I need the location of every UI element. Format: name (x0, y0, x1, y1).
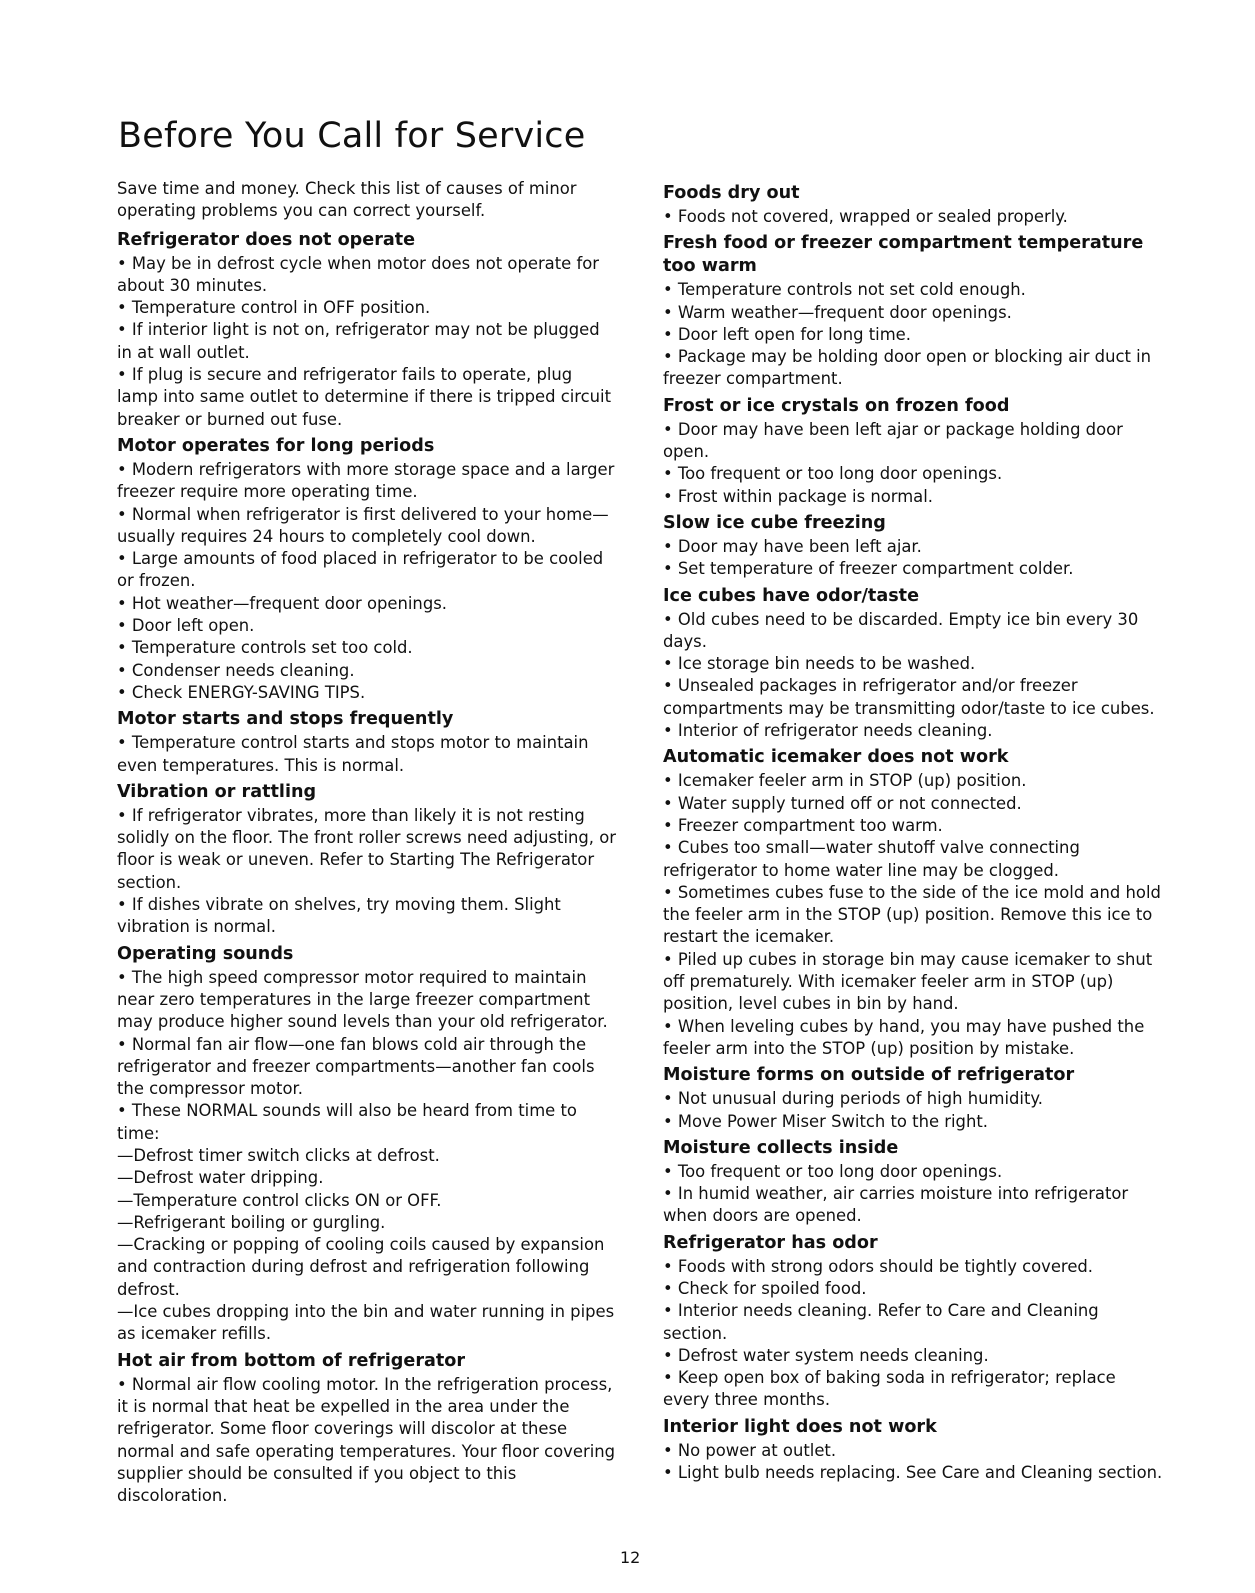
list-item: • In humid weather, air carries moisture into refrigerator when doors are opened. (663, 1184, 1129, 1226)
section-heading: Motor operates for long periods (117, 435, 435, 456)
list-item: • Check ENERGY-SAVING TIPS. (117, 682, 366, 702)
list-item: • Unsealed packages in refrigerator and/or freezer compartments may be transmitting odor/taste to ice cubes. (663, 676, 1155, 718)
section-fresh-food-or-freezer-compartment-temperature-too-warm (663, 232, 1163, 390)
list-item: • Freezer compartment too warm. (663, 815, 943, 835)
list-item: • Too frequent or too long door openings. (663, 464, 1003, 484)
list-item: • Temperature controls set too cold. (117, 638, 413, 658)
list-item: • Normal fan air flow—one fan blows cold air through the refrigerator and freezer compartments—another fan cools the compressor motor. (117, 1034, 595, 1099)
section-frost-or-ice-crystals-on-frozen-food (663, 395, 1163, 508)
list-item: • Normal when refrigerator is first delivered to your home—usually requires 24 hours to completely cool down. (117, 504, 609, 546)
left-sections (117, 229, 617, 1508)
list-item: • Water supply turned off or not connected. (663, 793, 1022, 813)
list-item: • Hot weather—frequent door openings. (117, 593, 447, 613)
list-item: —Refrigerant boiling or gurgling. (117, 1212, 386, 1232)
list-item: • Interior of refrigerator needs cleaning. (663, 721, 993, 741)
right-column (663, 178, 1163, 1484)
list-item: —Ice cubes dropping into the bin and water running in pipes as icemaker refills. (117, 1302, 615, 1344)
list-item: • Frost within package is normal. (663, 486, 933, 506)
section-automatic-icemaker-does-not-work (663, 746, 1163, 1060)
section-motor-operates-for-long-periods (117, 435, 617, 704)
list-item: • If plug is secure and refrigerator fails to operate, plug lamp into same outlet to determine if there is tripped circuit breaker or burned out fuse. (117, 365, 612, 429)
section-heading: Moisture forms on outside of refrigerator (663, 1065, 1075, 1086)
list-item: • Foods not covered, wrapped or sealed properly. (663, 207, 1068, 226)
list-item: • Normal air flow cooling motor. In the refrigeration process, it is normal that heat be expelled in the area under the refrigerator. Some floor coverings will discolor at these normal and safe operating temperatures. Your floor covering supplier should be consulted if you object to this discoloration. (117, 1374, 616, 1506)
list-item: • Door left open. (117, 616, 255, 636)
section-interior-light-does-not-work (663, 1416, 1163, 1485)
section-ice-cubes-have-odor-taste (663, 585, 1163, 743)
list-item: —Defrost timer switch clicks at defrost. (117, 1145, 440, 1165)
list-item: • Defrost water system needs cleaning. (663, 1345, 989, 1365)
list-item: • Set temperature of freezer compartment colder. (663, 559, 1074, 579)
list-item: —Temperature control clicks ON or OFF. (117, 1190, 442, 1210)
page-number: 12 (620, 1548, 641, 1567)
section-heading: Vibration or rattling (117, 781, 317, 802)
list-item: • Temperature control in OFF position. (117, 298, 431, 318)
section-heading: Operating sounds (117, 943, 294, 964)
list-item: • Door left open for long time. (663, 324, 911, 344)
page-title: Before You Call for Service (118, 116, 586, 156)
section-heading: Refrigerator has odor (663, 1232, 878, 1253)
section-heading: Moisture collects inside (663, 1137, 899, 1158)
section-heading: Slow ice cube freezing (663, 512, 886, 533)
list-item: —Cracking or popping of cooling coils caused by expansion and contraction during defrost and refrigeration following defrost. (117, 1235, 605, 1299)
list-item: • Interior needs cleaning. Refer to Care and Cleaning section. (663, 1301, 1099, 1343)
list-item: • Large amounts of food placed in refrigerator to be cooled or frozen. (117, 549, 604, 591)
section-refrigerator-has-odor (663, 1232, 1163, 1412)
list-item: • Light bulb needs replacing. See Care and Cleaning section. (663, 1463, 1163, 1483)
section-refrigerator-does-not-operate (117, 229, 617, 431)
list-item: • Too frequent or too long door openings. (663, 1161, 1003, 1181)
section-foods-dry-out (663, 182, 1163, 228)
list-item: • No power at outlet. (663, 1440, 837, 1460)
right-sections (663, 182, 1163, 1484)
list-item: • When leveling cubes by hand, you may have pushed the feeler arm into the STOP (up) position by mistake. (663, 1016, 1145, 1058)
left-column (117, 178, 617, 1507)
section-operating-sounds (117, 943, 617, 1346)
list-item: • If interior light is not on, refrigerator may not be plugged in at wall outlet. (117, 320, 600, 362)
list-item: • If dishes vibrate on shelves, try moving them. Slight vibration is normal. (117, 895, 561, 937)
list-item: • Door may have been left ajar. (663, 536, 922, 556)
section-heading: Foods dry out (663, 183, 800, 203)
list-item: • Modern refrigerators with more storage space and a larger freezer require more operating time. (117, 459, 615, 502)
list-item: • Sometimes cubes fuse to the side of the ice mold and hold the feeler arm in the STOP (up) position. Remove this ice to restart the icemaker. (663, 882, 1161, 947)
list-item: • Condenser needs cleaning. (117, 660, 355, 680)
list-item: • Foods with strong odors should be tightly covered. (663, 1256, 1094, 1276)
section-hot-air-from-bottom-of-refrigerator (117, 1350, 617, 1508)
list-item: • Check for spoiled food. (663, 1278, 867, 1298)
list-item: • Cubes too small—water shutoff valve connecting refrigerator to home water line may be clogged. (663, 838, 1080, 880)
list-item: • Temperature controls not set cold enough. (663, 280, 1026, 300)
list-item: • Package may be holding door open or blocking air duct in freezer compartment. (663, 347, 1152, 389)
list-item: • These NORMAL sounds will also be heard from time to time: (117, 1101, 577, 1143)
section-heading: Refrigerator does not operate (117, 229, 416, 250)
list-item: • Old cubes need to be discarded. Empty ice bin every 30 days. (663, 609, 1139, 651)
list-item: • Move Power Miser Switch to the right. (663, 1111, 988, 1131)
section-motor-starts-and-stops-frequently (117, 708, 617, 777)
list-item: • Piled up cubes in storage bin may cause icemaker to shut off prematurely. With icemaker feeler arm in STOP (up) position, level cubes in bin by hand. (663, 949, 1153, 1014)
section-moisture-collects-inside (663, 1137, 1163, 1228)
section-heading: Fresh food or freezer compartment temperature too warm (663, 233, 1144, 277)
section-vibration-or-rattling (117, 781, 617, 939)
section-heading: Frost or ice crystals on frozen food (663, 395, 1010, 416)
list-item: • Keep open box of baking soda in refrigerator; replace every three months. (663, 1368, 1116, 1410)
list-item: —Defrost water dripping. (117, 1168, 324, 1188)
section-heading: Motor starts and stops frequently (117, 709, 454, 730)
list-item: • May be in defrost cycle when motor does not operate for about 30 minutes. (117, 253, 599, 295)
list-item: • The high speed compressor motor required to maintain near zero temperatures in the large freezer compartment may produce higher sound levels than your old refrigerator. (117, 967, 608, 1032)
list-item: • Door may have been left ajar or package holding door open. (663, 419, 1123, 462)
list-item: • Ice storage bin needs to be washed. (663, 654, 976, 674)
section-heading: Automatic icemaker does not work (663, 747, 1009, 768)
list-item: • Icemaker feeler arm in STOP (up) position. (663, 771, 1027, 791)
section-slow-ice-cube-freezing (663, 512, 1163, 581)
section-moisture-forms-on-outside-of-refrigerator (663, 1064, 1163, 1133)
section-heading: Interior light does not work (663, 1416, 937, 1437)
list-item: • If refrigerator vibrates, more than likely it is not resting solidly on the floor. The front roller screws need adjusting, or floor is weak or uneven. Refer to Starting The Refrigerator section. (117, 805, 616, 892)
section-heading: Ice cubes have odor/taste (663, 585, 920, 606)
list-item: • Not unusual during periods of high humidity. (663, 1089, 1043, 1109)
section-heading: Hot air from bottom of refrigerator (117, 1350, 466, 1371)
list-item: • Temperature control starts and stops motor to maintain even temperatures. This is normal. (117, 733, 589, 775)
intro-text: Save time and money. Check this list of causes of minor operating problems you can correct yourself. (117, 179, 577, 221)
list-item: • Warm weather—frequent door openings. (663, 302, 1012, 322)
